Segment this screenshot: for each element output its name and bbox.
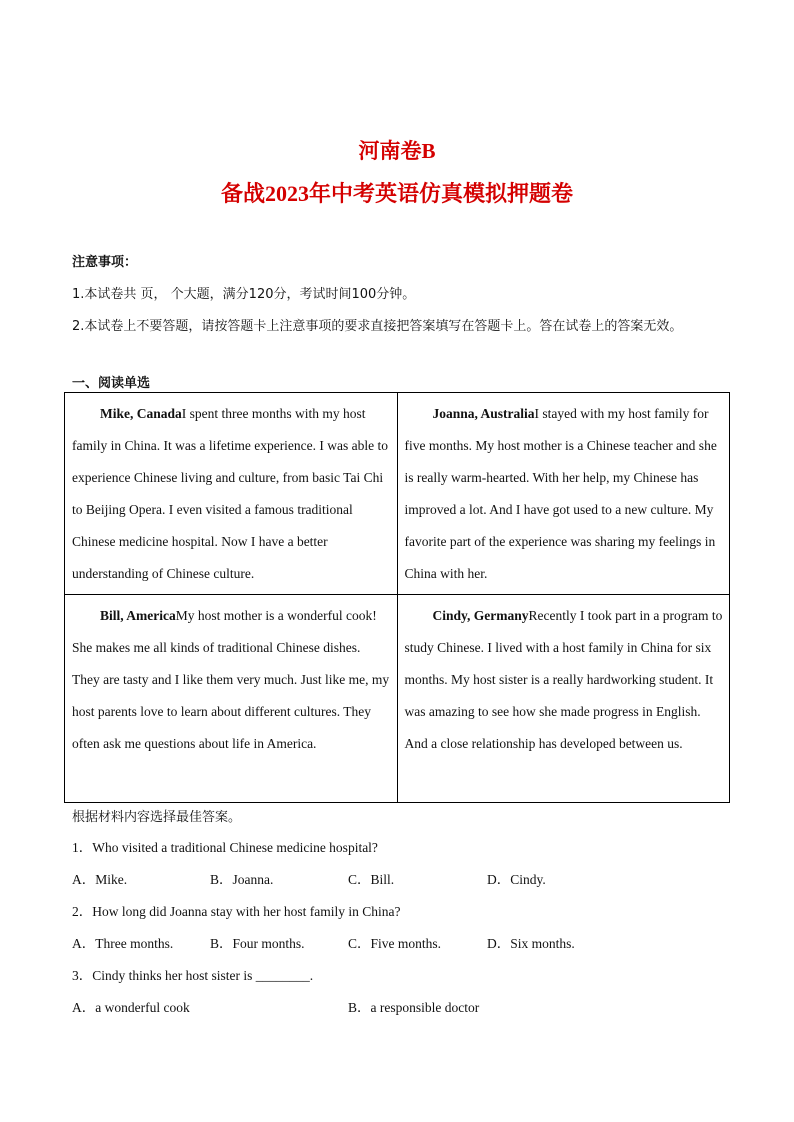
answer-option: D．Cindy.	[487, 872, 546, 887]
question-instruction: 根据材料内容选择最佳答案。	[72, 810, 242, 825]
answer-option: B．a responsible doctor	[348, 1000, 480, 1015]
answer-option: A．Three months.	[72, 936, 174, 951]
passage-cell	[397, 595, 730, 803]
passage-table	[64, 392, 730, 803]
answer-option: A．Mike.	[72, 872, 128, 887]
passage-author: Bill, America	[100, 608, 176, 623]
passage-cell	[65, 393, 398, 595]
passage-author: Cindy, Germany	[432, 608, 529, 623]
passage-text: Recently I took part in a program to study Chinese. I lived with a host family in China for six months. My host sister is a really hardworking student. It was amazing to see how she made progress in English. And a close relationship has developed between us.	[404, 608, 723, 751]
answer-option: C．Five months.	[348, 936, 442, 951]
notice-line-1: 1.本试卷共 页， 个大题，满分120分，考试时间100分钟。	[72, 287, 416, 302]
notice-heading: 注意事项：	[72, 255, 138, 270]
passage-text: I spent three months with my host family in China. It was a lifetime experience. I was able to experience Chinese living and culture, from basic Tai Chi to Beijing Opera. I even visited a famous traditional Chinese medicine hospital. Now I have a better understanding of Chinese culture.	[72, 406, 389, 581]
passage-author: Joanna, Australia	[432, 406, 535, 421]
answer-option: A．a wonderful cook	[72, 1000, 190, 1015]
passage-text: My host mother is a wonderful cook! She makes me all kinds of traditional Chinese dishes. They are tasty and I like them very much. Just like me, my host parents love to learn about different cultures. They often ask me questions about life in America.	[72, 608, 390, 751]
exam-title: 备战2023年中考英语仿真模拟押题卷	[220, 181, 573, 206]
notice-line-2: 2.本试卷上不要答题，请按答题卡上注意事项的要求直接把答案填写在答题卡上。答在试卷上的答案无效。	[72, 319, 683, 334]
answer-option: C．Bill.	[348, 872, 395, 887]
answer-option: B．Four months.	[210, 936, 305, 951]
answer-option: D．Six months.	[487, 936, 575, 951]
exam-title-region: 河南卷B	[358, 139, 436, 163]
passage-author: Mike, Canada	[100, 406, 182, 421]
answer-option: B．Joanna.	[210, 872, 274, 887]
question-stem: 3．Cindy thinks her host sister is ________.	[72, 968, 314, 983]
section-heading: 一、阅读单选	[72, 376, 151, 391]
passage-text: I stayed with my host family for five months. My host mother is a Chinese teacher and she is really warm-hearted. With her help, my Chinese has improved a lot. And I have got used to a new culture. My favorite part of the experience was sharing my feelings in China with her.	[404, 406, 717, 581]
question-stem: 2．How long did Joanna stay with her host family in China?	[72, 904, 401, 919]
passage-cell	[397, 393, 730, 595]
question-stem: 1．Who visited a traditional Chinese medicine hospital?	[72, 840, 378, 855]
passage-cell	[65, 595, 398, 803]
